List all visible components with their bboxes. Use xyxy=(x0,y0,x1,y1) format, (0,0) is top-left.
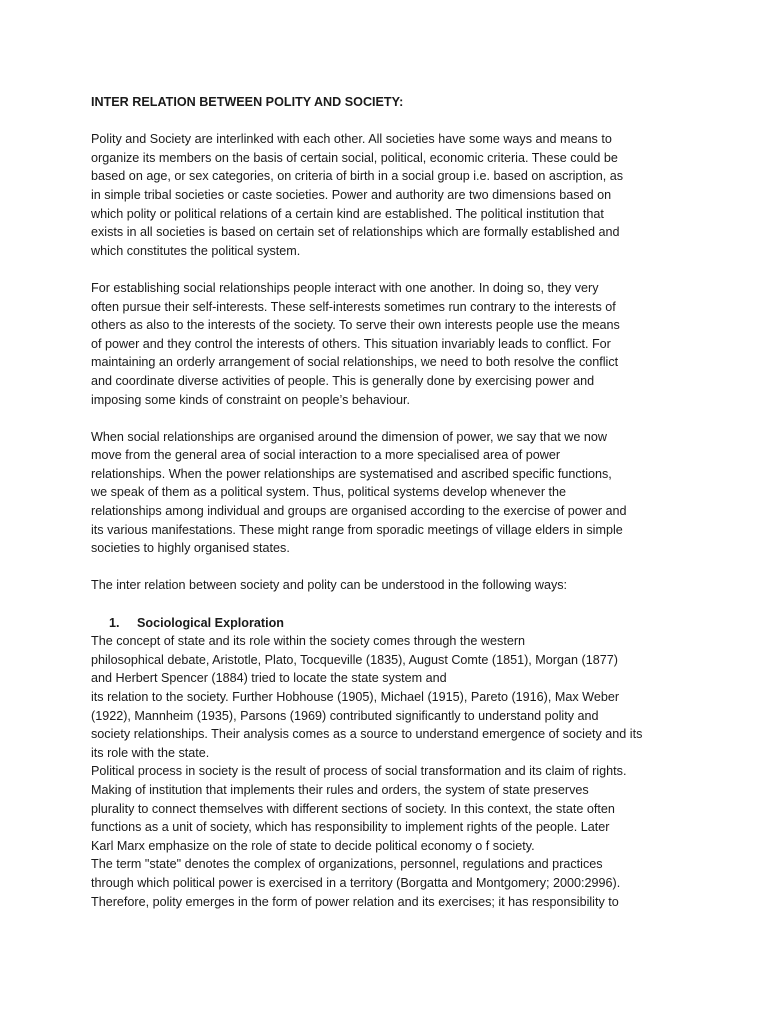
section-heading xyxy=(91,614,691,633)
paragraph-line: its various manifestations. These might range from sporadic meetings of village elders in simple xyxy=(91,522,623,537)
section-line: its role with the state. xyxy=(91,745,210,760)
paragraph-line: based on age, or sex categories, on criteria of birth in a social group i.e. based on ascription, as xyxy=(91,169,624,184)
section-line: and Herbert Spencer (1884) tried to locate the state system and xyxy=(91,671,447,686)
paragraph-line: which polity or political relations of a certain kind are established. The political institution that xyxy=(91,206,604,221)
section-line: The concept of state and its role within the society comes through the western xyxy=(91,634,526,649)
section-line: through which political power is exercised in a territory (Borgatta and Montgomery; 2000:2996). xyxy=(91,875,621,890)
paragraph-line: in simple tribal societies or caste societies. Power and authority are two dimensions based on xyxy=(91,187,612,202)
paragraph-line: others as also to the interests of the society. To serve their own interests people use the means xyxy=(91,318,620,333)
section-line: Karl Marx emphasize on the role of state to decide political economy o f society. xyxy=(91,838,535,853)
section-title: Sociological Exploration xyxy=(137,615,284,630)
section-line: functions as a unit of society, which has responsibility to implement rights of the people. Later xyxy=(91,820,610,835)
paragraph-2 xyxy=(91,279,691,409)
section-line: The term "state" denotes the complex of organizations, personnel, regulations and practices xyxy=(91,857,603,872)
section-line: plurality to connect themselves with different sections of society. In this context, the state often xyxy=(91,801,615,816)
section-line: its relation to the society. Further Hobhouse (1905), Michael (1915), Pareto (1916), Max Weber xyxy=(91,690,620,704)
section-line: Making of institution that implements their rules and orders, the system of state preserves xyxy=(91,782,589,797)
document-page xyxy=(91,93,691,911)
paragraph-line: Polity and Society are interlinked with each other. All societies have some ways and means to xyxy=(91,132,612,147)
section-line: (1922), Mannheim (1935), Parsons (1969) contributed significantly to understand polity and xyxy=(91,708,599,723)
section-line: Political process in society is the result of process of social transformation and its claim of rights. xyxy=(91,764,627,779)
paragraph-line: of power and they control the interests of others. This situation invariably leads to conflict. For xyxy=(91,336,611,351)
paragraph-line: relationships. When the power relationships are systematised and ascribed specific functions, xyxy=(91,466,612,481)
paragraph-line: we speak of them as a political system. Thus, political systems develop whenever the xyxy=(91,485,567,500)
document-title: INTER RELATION BETWEEN POLITY AND SOCIETY: xyxy=(91,95,404,109)
paragraph-line: organize its members on the basis of certain social, political, economic criteria. These could be xyxy=(91,150,618,165)
paragraph-line: which constitutes the political system. xyxy=(91,243,301,258)
paragraph-line: For establishing social relationships people interact with one another. In doing so, they very xyxy=(91,280,599,295)
section-line: society relationships. Their analysis comes as a source to understand emergence of society and its xyxy=(91,727,643,742)
section-number: 1. xyxy=(109,615,120,630)
paragraph-line: exists in all societies is based on certain set of relationships which are formally established and xyxy=(91,225,620,240)
paragraph-line: move from the general area of social interaction to a more specialised area of power xyxy=(91,448,561,463)
section-line: philosophical debate, Aristotle, Plato, Tocqueville (1835), August Comte (1851), Morgan (1877) xyxy=(91,652,618,667)
paragraph-line: and coordinate diverse activities of people. This is generally done by exercising power and xyxy=(91,373,595,388)
paragraph-line: The inter relation between society and polity can be understood in the following ways: xyxy=(91,578,568,593)
section-line: Therefore, polity emerges in the form of power relation and its exercises; it has responsibility to xyxy=(91,894,619,909)
paragraph-line: societies to highly organised states. xyxy=(91,541,290,556)
paragraph-line: imposing some kinds of constraint on people’s behaviour. xyxy=(91,392,411,407)
paragraph-4 xyxy=(91,576,691,595)
paragraph-line: relationships among individual and groups are organised according to the exercise of power and xyxy=(91,504,627,519)
paragraph-3 xyxy=(91,428,691,558)
section-body xyxy=(91,632,691,911)
paragraph-line: often pursue their self-interests. These self-interests sometimes run contrary to the interests of xyxy=(91,299,616,314)
paragraph-line: maintaining an orderly arrangement of social relationships, we need to both resolve the conflict xyxy=(91,355,619,370)
paragraph-1 xyxy=(91,130,691,260)
paragraph-line: When social relationships are organised around the dimension of power, we say that we now xyxy=(91,429,607,444)
